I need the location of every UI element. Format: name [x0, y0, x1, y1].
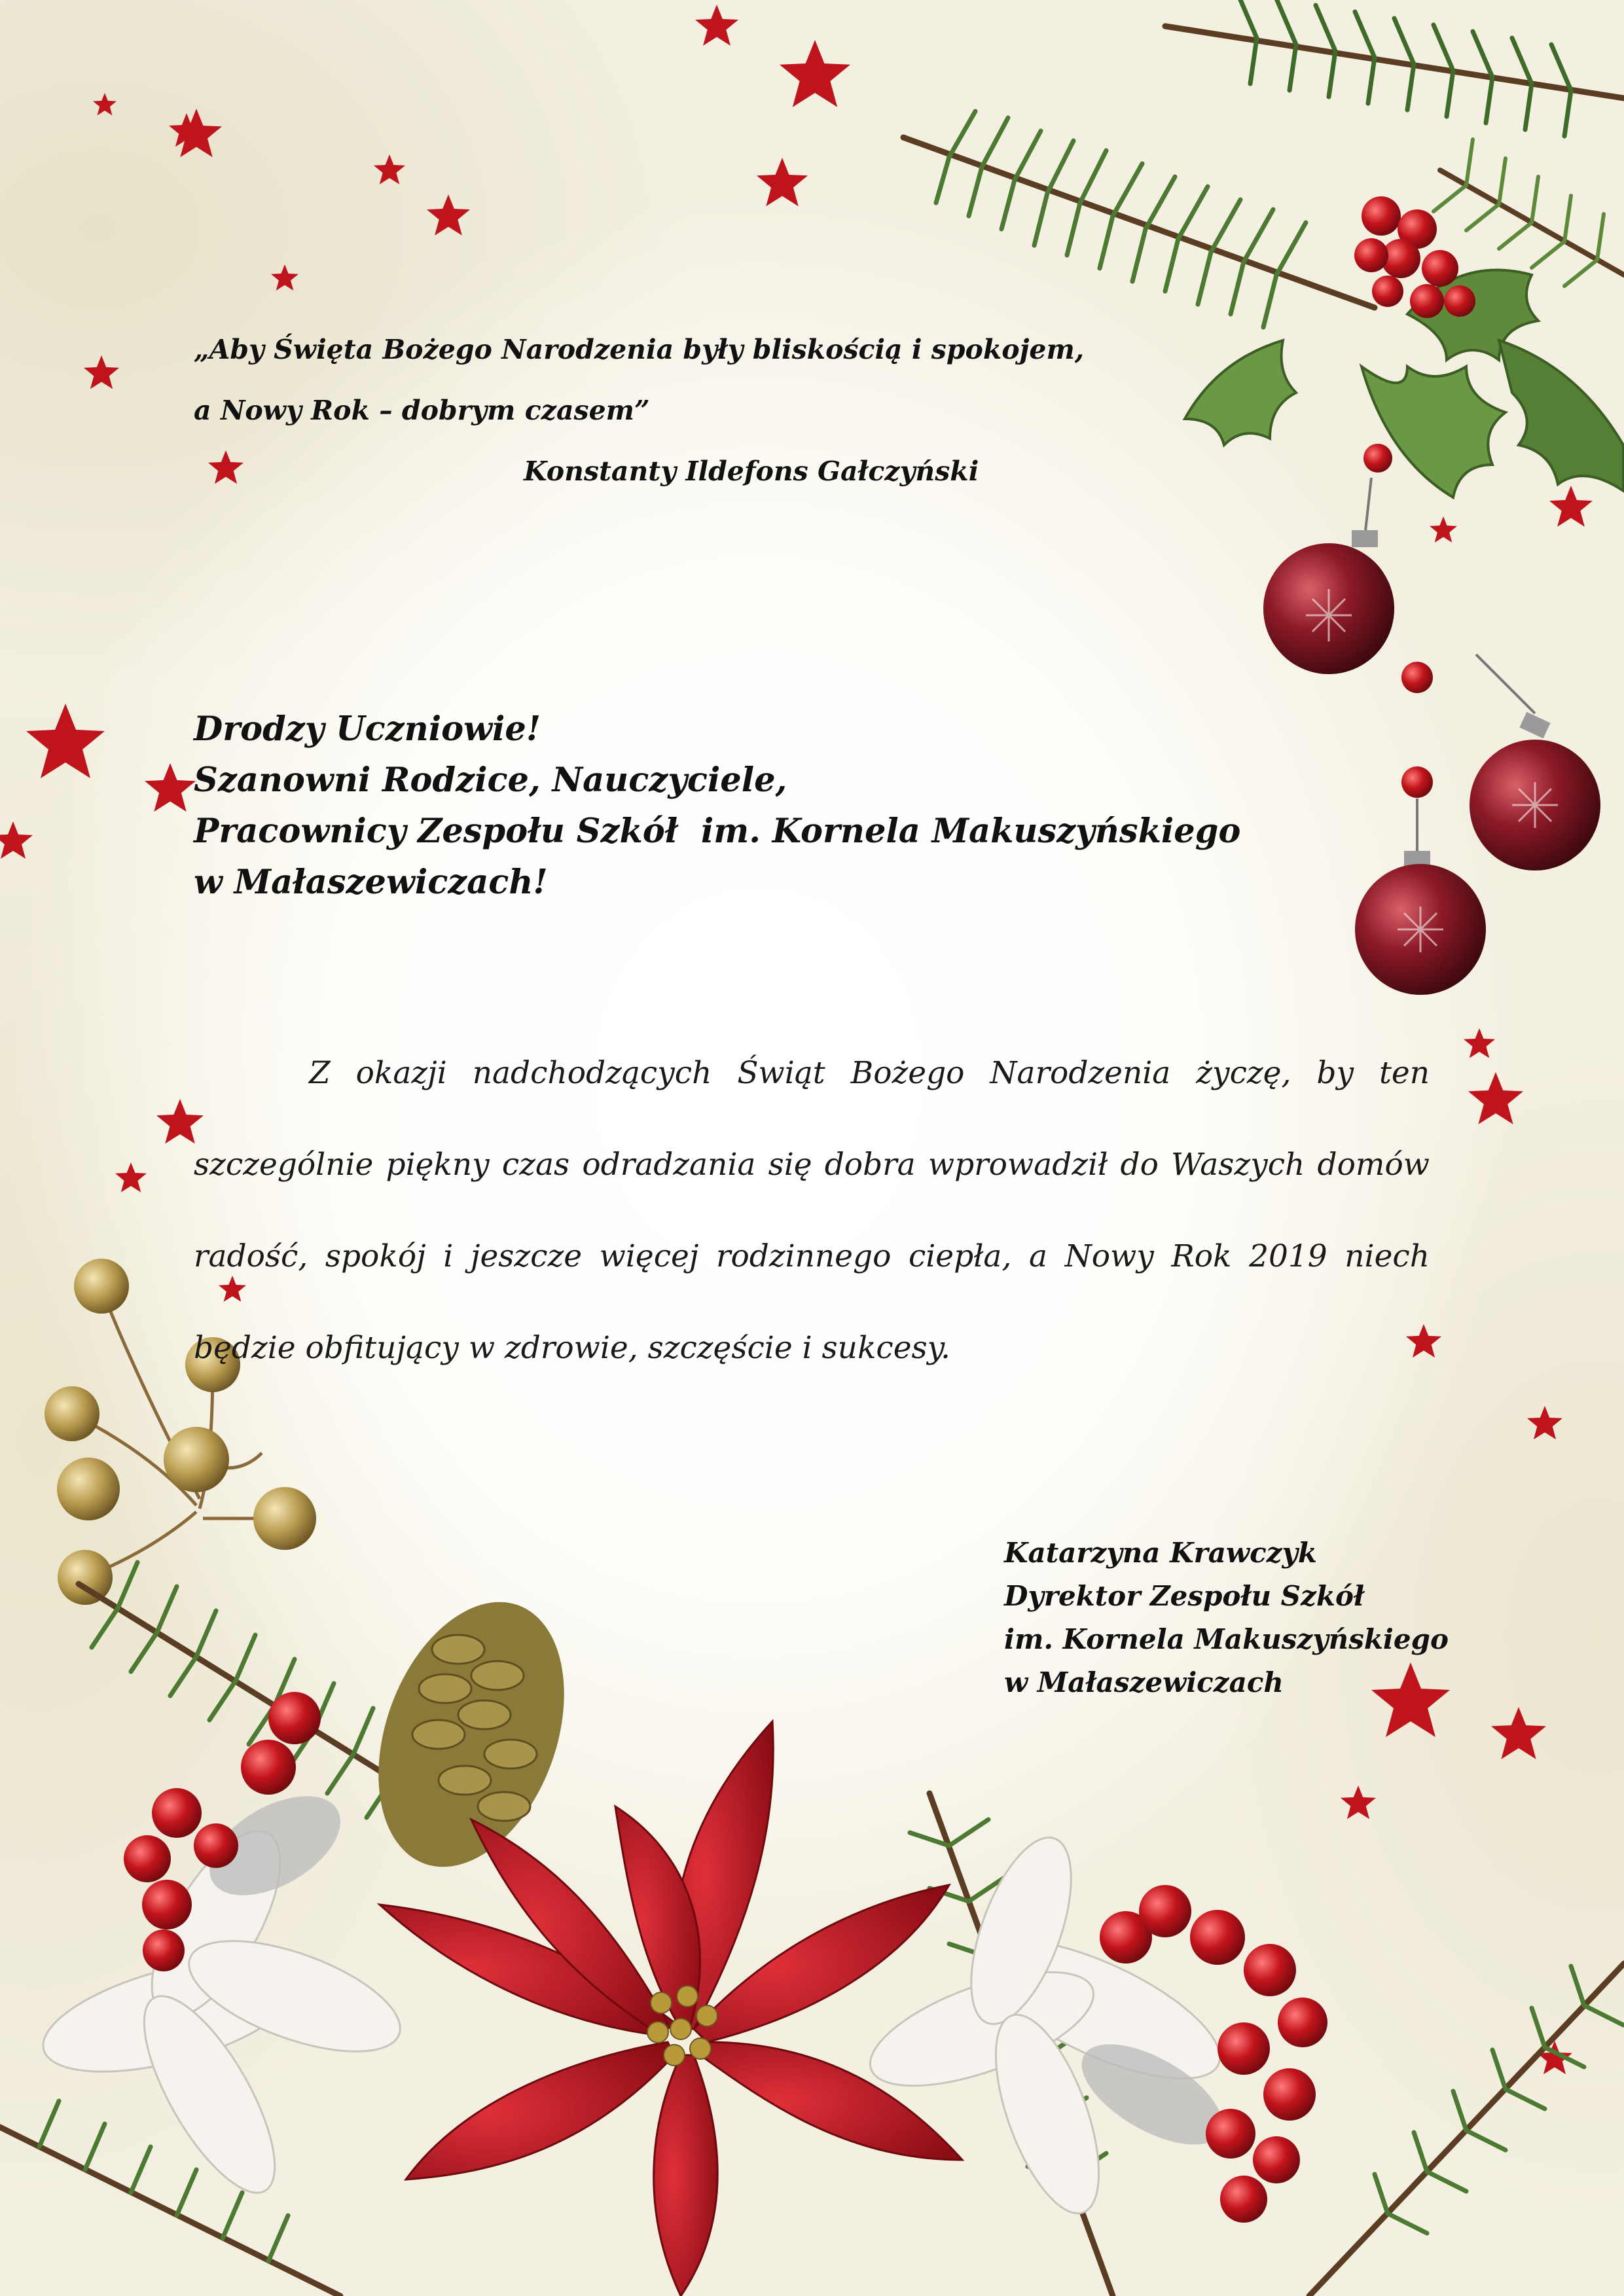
pine-cone-icon — [344, 1576, 598, 1893]
quote-line-2: a Nowy Rok – dobrym czasem” — [194, 395, 650, 426]
wishes-paragraph: Z okazji nadchodzących Świąt Bożego Narodzenia życzę, by ten szczególnie piękny czas odradzania się dobra wprowadził do Waszych domów radość, spokój i jeszcze więcej rodzinnego ciepła, a Nowy Rok 2019 niech będzie obfitujący w zdrowie, szczęście i sukcesy. — [194, 1055, 1430, 1366]
holly-icon — [1185, 270, 1623, 498]
quote-line-1: „Aby Święta Bożego Narodzenia były bliskością i spokojem, — [194, 334, 1085, 365]
greeting-line-4: w Małaszewiczach! — [194, 863, 548, 902]
signature-school: im. Kornela Makuszyńskiego — [1004, 1623, 1449, 1655]
greeting — [194, 704, 1240, 908]
greeting-line-2: Szanowni Rodzice, Nauczyciele, — [194, 761, 787, 800]
greeting-line-1: Drodzy Uczniowie! — [194, 709, 541, 749]
signature-place: w Małaszewiczach — [1004, 1666, 1284, 1698]
berry-icon — [1354, 196, 1475, 798]
signature — [1004, 1532, 1449, 1704]
bauble-icon — [1263, 478, 1394, 674]
bauble-icon — [1355, 798, 1486, 995]
signature-title: Dyrektor Zespołu Szkół — [1004, 1580, 1365, 1612]
signature-name: Katarzyna Krawczyk — [1004, 1537, 1318, 1569]
quote-author: Konstanty Ildefons Gałczyński — [524, 456, 979, 487]
bauble-icon — [1470, 655, 1600, 870]
greeting-line-3: Pracownicy Zespołu Szkół im. Kornela Makuszyńskiego — [194, 812, 1241, 851]
